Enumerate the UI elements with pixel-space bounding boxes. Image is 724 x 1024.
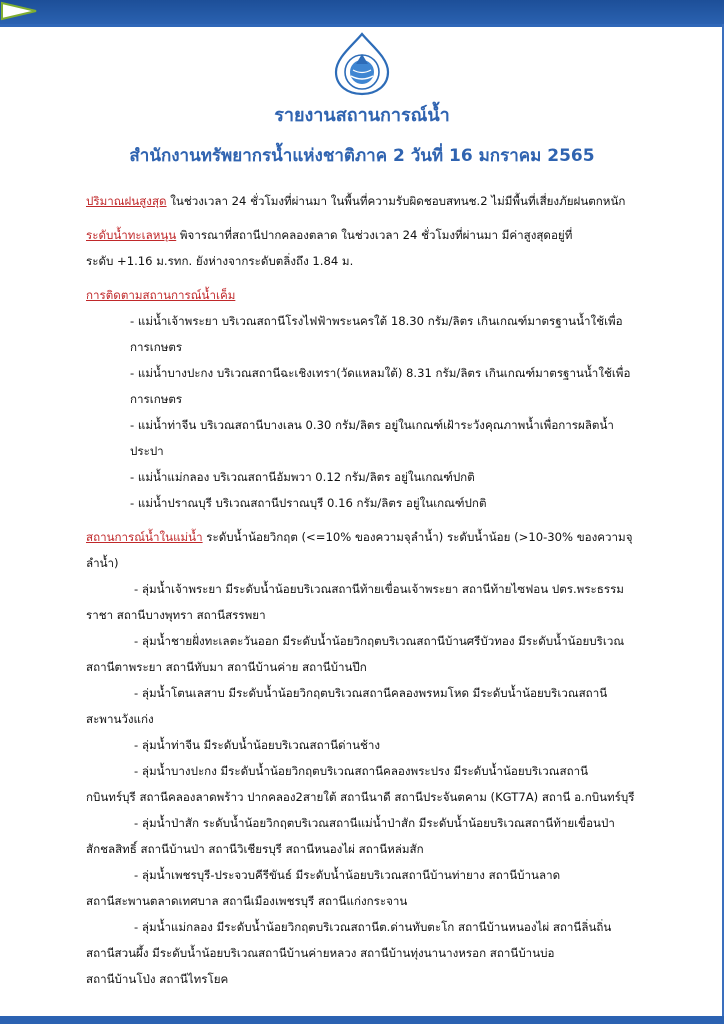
basin-line: สถานีบ้านโป่ง สถานีไทรโยค bbox=[86, 972, 229, 986]
salinity-item: - แม่น้ำบางปะกง บริเวณสถานีฉะเชิงเทรา(วัดแหลมใต้) 8.31 กรัม/ลิตร เกินเกณฑ์มาตรฐานน้ำใช้เพื่อการเกษตร bbox=[130, 366, 631, 406]
river-label: สถานการณ์น้ำในแม่น้ำ bbox=[86, 530, 203, 544]
basin-line: - ลุ่มน้ำท่าจีน มีระดับน้ำน้อยบริเวณสถานีด่านช้าง bbox=[134, 738, 381, 752]
salinity-item: - แม่น้ำปราณบุรี บริเวณสถานีปราณบุรี 0.16 กรัม/ลิตร อยู่ในเกณฑ์ปกติ bbox=[130, 496, 487, 510]
salinity-label: การติดตามสถานการณ์น้ำเค็ม bbox=[86, 288, 236, 302]
basin-line: ราชา สถานีบางพุทรา สถานีสรรพยา bbox=[86, 608, 266, 622]
bottom-footer-band bbox=[0, 1016, 724, 1024]
report-title: รายงานสถานการณ์น้ำ bbox=[274, 105, 450, 126]
basin-line: สถานีสะพานตลาดเทศบาล สถานีเมืองเพชรบุรี สถานีแก่งกระจาน bbox=[86, 894, 408, 908]
sea-level-paragraph bbox=[86, 222, 646, 248]
basin-line: - ลุ่มน้ำชายฝั่งทะเลตะวันออก มีระดับน้ำน้อยวิกฤตบริเวณสถานีบ้านศรีบัวทอง มีระดับน้ำน้อยบริเวณ bbox=[134, 634, 625, 648]
basin-line: - ลุ่มน้ำป่าสัก ระดับน้ำน้อยวิกฤตบริเวณสถานีแม่น้ำป่าสัก มีระดับน้ำน้อยบริเวณสถานีท้ายเขื่อนป่า bbox=[134, 816, 615, 830]
rain-text: ในช่วงเวลา 24 ชั่วโมงที่ผ่านมา ในพื้นที่ความรับผิดชอบสทนช.2 ไม่มีพื้นที่เสี่ยงภัยฝนตกหนัก bbox=[166, 194, 626, 208]
salinity-item: - แม่น้ำท่าจีน บริเวณสถานีบางเลน 0.30 กรัม/ลิตร อยู่ในเกณฑ์เฝ้าระวังคุณภาพน้ำเพื่อการผลิตน้ำประปา bbox=[130, 418, 614, 458]
salinity-item: - แม่น้ำเจ้าพระยา บริเวณสถานีโรงไฟฟ้าพระนครใต้ 18.30 กรัม/ลิตร เกินเกณฑ์มาตรฐานน้ำใช้เพื่อการเกษตร bbox=[130, 314, 623, 354]
salinity-item: - แม่น้ำแม่กลอง บริเวณสถานีอัมพวา 0.12 กรัม/ลิตร อยู่ในเกณฑ์ปกติ bbox=[130, 470, 475, 484]
spacer bbox=[86, 516, 646, 524]
rain-paragraph bbox=[86, 188, 646, 214]
water-resources-logo bbox=[322, 32, 402, 96]
basin-line: สะพานวังแก่ง bbox=[86, 712, 154, 726]
report-body bbox=[86, 188, 646, 992]
river-intro: ระดับน้ำน้อยวิกฤต (<=10% ของความจุลำน้ำ) ระดับน้ำน้อย (>10-30% ของความจุลำน้ำ) bbox=[86, 530, 633, 570]
river-heading bbox=[86, 524, 646, 576]
basin-line: - ลุ่มน้ำบางปะกง มีระดับน้ำน้อยวิกฤตบริเวณสถานีคลองพระปรง มีระดับน้ำน้อยบริเวณสถานี bbox=[134, 764, 589, 778]
basin-line: - ลุ่มน้ำเจ้าพระยา มีระดับน้ำน้อยบริเวณสถานีท้ายเขื่อนเจ้าพระยา สถานีท้ายไซฟอน ปตร.พระธรรม bbox=[134, 582, 624, 596]
arrow-right-icon bbox=[0, 0, 46, 22]
top-header-band bbox=[0, 0, 724, 26]
basin-line: - ลุ่มน้ำโตนเลสาบ มีระดับน้ำน้อยวิกฤตบริเวณสถานีคลองพรหมโหด มีระดับน้ำน้อยบริเวณสถานี bbox=[134, 686, 608, 700]
basin-line: - ลุ่มน้ำแม่กลอง มีระดับน้ำน้อยวิกฤตบริเวณสถานีต.ด่านทับตะโก สถานีบ้านหนองไผ่ สถานีลิ่นถิ่น bbox=[134, 920, 612, 934]
rain-label: ปริมาณฝนสูงสุด bbox=[86, 194, 167, 208]
basin-line: - ลุ่มน้ำเพชรบุรี-ประจวบคีรีขันธ์ มีระดับน้ำน้อยบริเวณสถานีบ้านท่ายาง สถานีบ้านลาด bbox=[134, 868, 561, 882]
report-subtitle: สำนักงานทรัพยากรน้ำแห่งชาติภาค 2 วันที่ 16 มกราคม 2565 bbox=[129, 146, 595, 166]
sea-level-text-2: ระดับ +1.16 ม.รทก. ยังห่างจากระดับตลิ่งถึง 1.84 ม. bbox=[86, 254, 354, 268]
basin-line: สถานีสวนผึ้ง มีระดับน้ำน้อยบริเวณสถานีบ้านค่ายหลวง สถานีบ้านทุ่งนานางหรอก สถานีบ้านบ่อ bbox=[86, 946, 555, 960]
header-divider bbox=[0, 24, 724, 27]
spacer bbox=[86, 274, 646, 282]
sea-level-text-1: พิจารณาที่สถานีปากคลองตลาด ในช่วงเวลา 24 ชั่วโมงที่ผ่านมา มีค่าสูงสุดอยู่ที่ bbox=[176, 228, 573, 242]
basin-line: สถานีตาพระยา สถานีทับมา สถานีบ้านค่าย สถานีบ้านปึก bbox=[86, 660, 367, 674]
basin-line: กบินทร์บุรี สถานีคลองลาดพร้าว ปากคลอง2สายใต้ สถานีนาดี สถานีประจันตคาม (KGT7A) สถานี อ.กบินทร์บุรี bbox=[86, 790, 635, 804]
salinity-heading bbox=[86, 282, 646, 308]
basin-line: สักชลสิทธิ์ สถานีบ้านป่า สถานีวิเชียรบุรี สถานีหนองไผ่ สถานีหล่มสัก bbox=[86, 842, 424, 856]
sea-level-label: ระดับน้ำทะเลหนุน bbox=[86, 228, 177, 242]
spacer bbox=[86, 214, 646, 222]
